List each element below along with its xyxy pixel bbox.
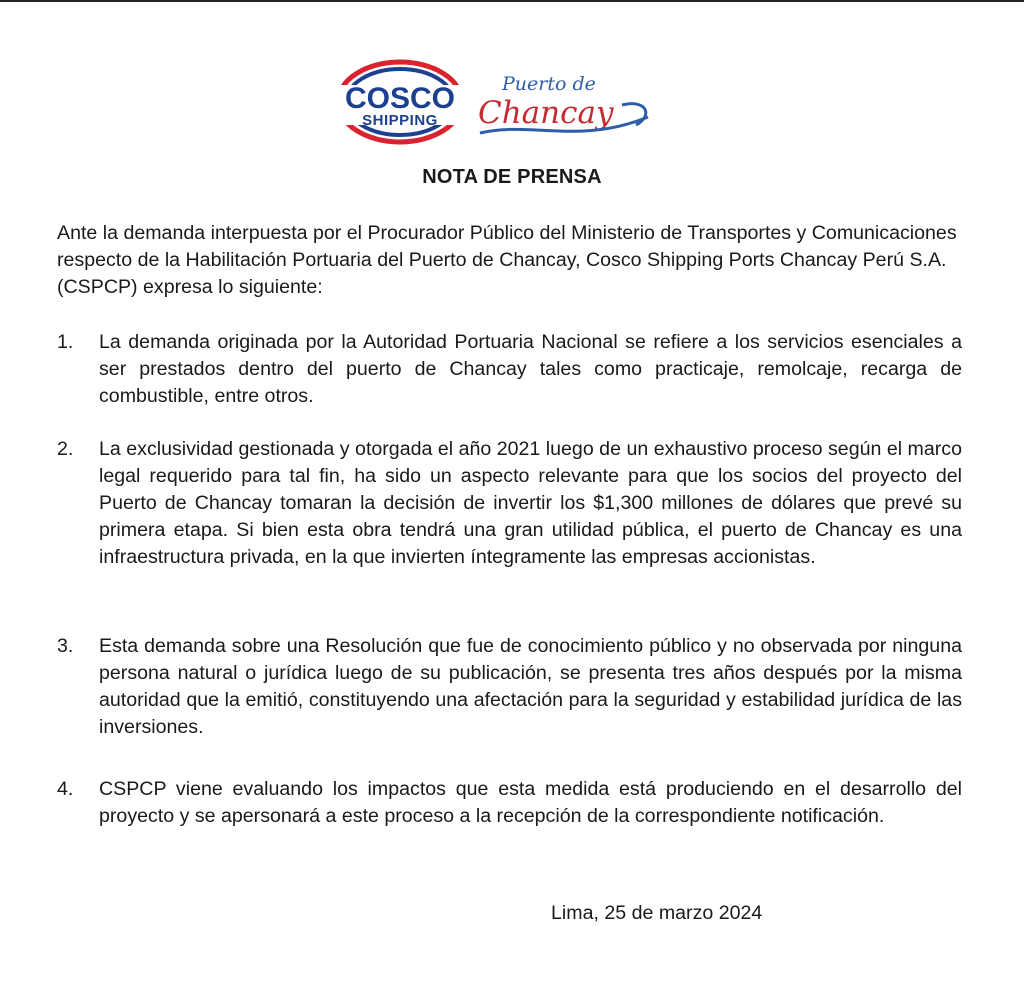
puerto-chancay-logo [478,73,648,133]
item-text: Esta demanda sobre una Resolución que fue de conocimiento público y no observada por ninguna persona natural o jurídica luego de su publicación, se presenta tres años después por la misma autoridad que la emitió, constituyendo una afectación para la seguridad y estabilidad jurídica de las inversiones. [99,635,962,738]
item-text: La demanda originada por la Autoridad Portuaria Nacional se refiere a los servicios esenciales a ser prestados dentro del puerto de Chancay tales como practicaje, remolcaje, recarga de combustible, entre otros. [99,331,962,407]
document-title: NOTA DE PRENSA [422,166,602,188]
item-number: 3. [57,635,74,657]
date-line: Lima, 25 de marzo 2024 [551,902,763,924]
shipping-wordmark: SHIPPING [362,112,438,129]
item-text: La exclusividad gestionada y otorgada el año 2021 luego de un exhaustivo proceso según el marco legal requerido para tal fin, ha sido un aspecto relevante para que los socios del proyecto del Puerto de Chancay tomaran la decisión de invertir los $1,300 millones de dólares que prevé su primera etapa. Si bien esta obra tendrá una gran utilidad pública, el puerto de Chancay es una infraestructura privada, en la que invierten íntegramente las empresas accionistas. [99,438,962,568]
cosco-shipping-logo [332,62,468,142]
list-item [57,633,962,776]
list-item [57,329,962,436]
intro-paragraph: Ante la demanda interpuesta por el Procurador Público del Ministerio de Transportes y Comunicaciones respecto de la Habilitación Portuaria del Puerto de Chancay, Cosco Shipping Ports Chancay Perú S.A. (CSPCP) expresa lo siguiente: [57,222,957,298]
item-number: 2. [57,438,74,460]
item-text: CSPCP viene evaluando los impactos que esta medida está produciendo en el desarrollo del proyecto y se apersonará a este proceso a la recepción de la correspondiente notificación. [99,778,962,827]
item-number: 4. [57,778,74,800]
chancay-wordmark: Chancay [478,95,614,131]
list-item [57,776,962,866]
statement-list [57,329,962,866]
list-item [57,436,962,633]
logo-graphic [330,55,670,155]
top-border [0,0,1024,2]
header-logos [330,55,670,155]
puerto-de-wordmark: Puerto de [502,73,596,95]
cosco-wordmark: COSCO [344,82,456,115]
item-number: 1. [57,331,74,353]
